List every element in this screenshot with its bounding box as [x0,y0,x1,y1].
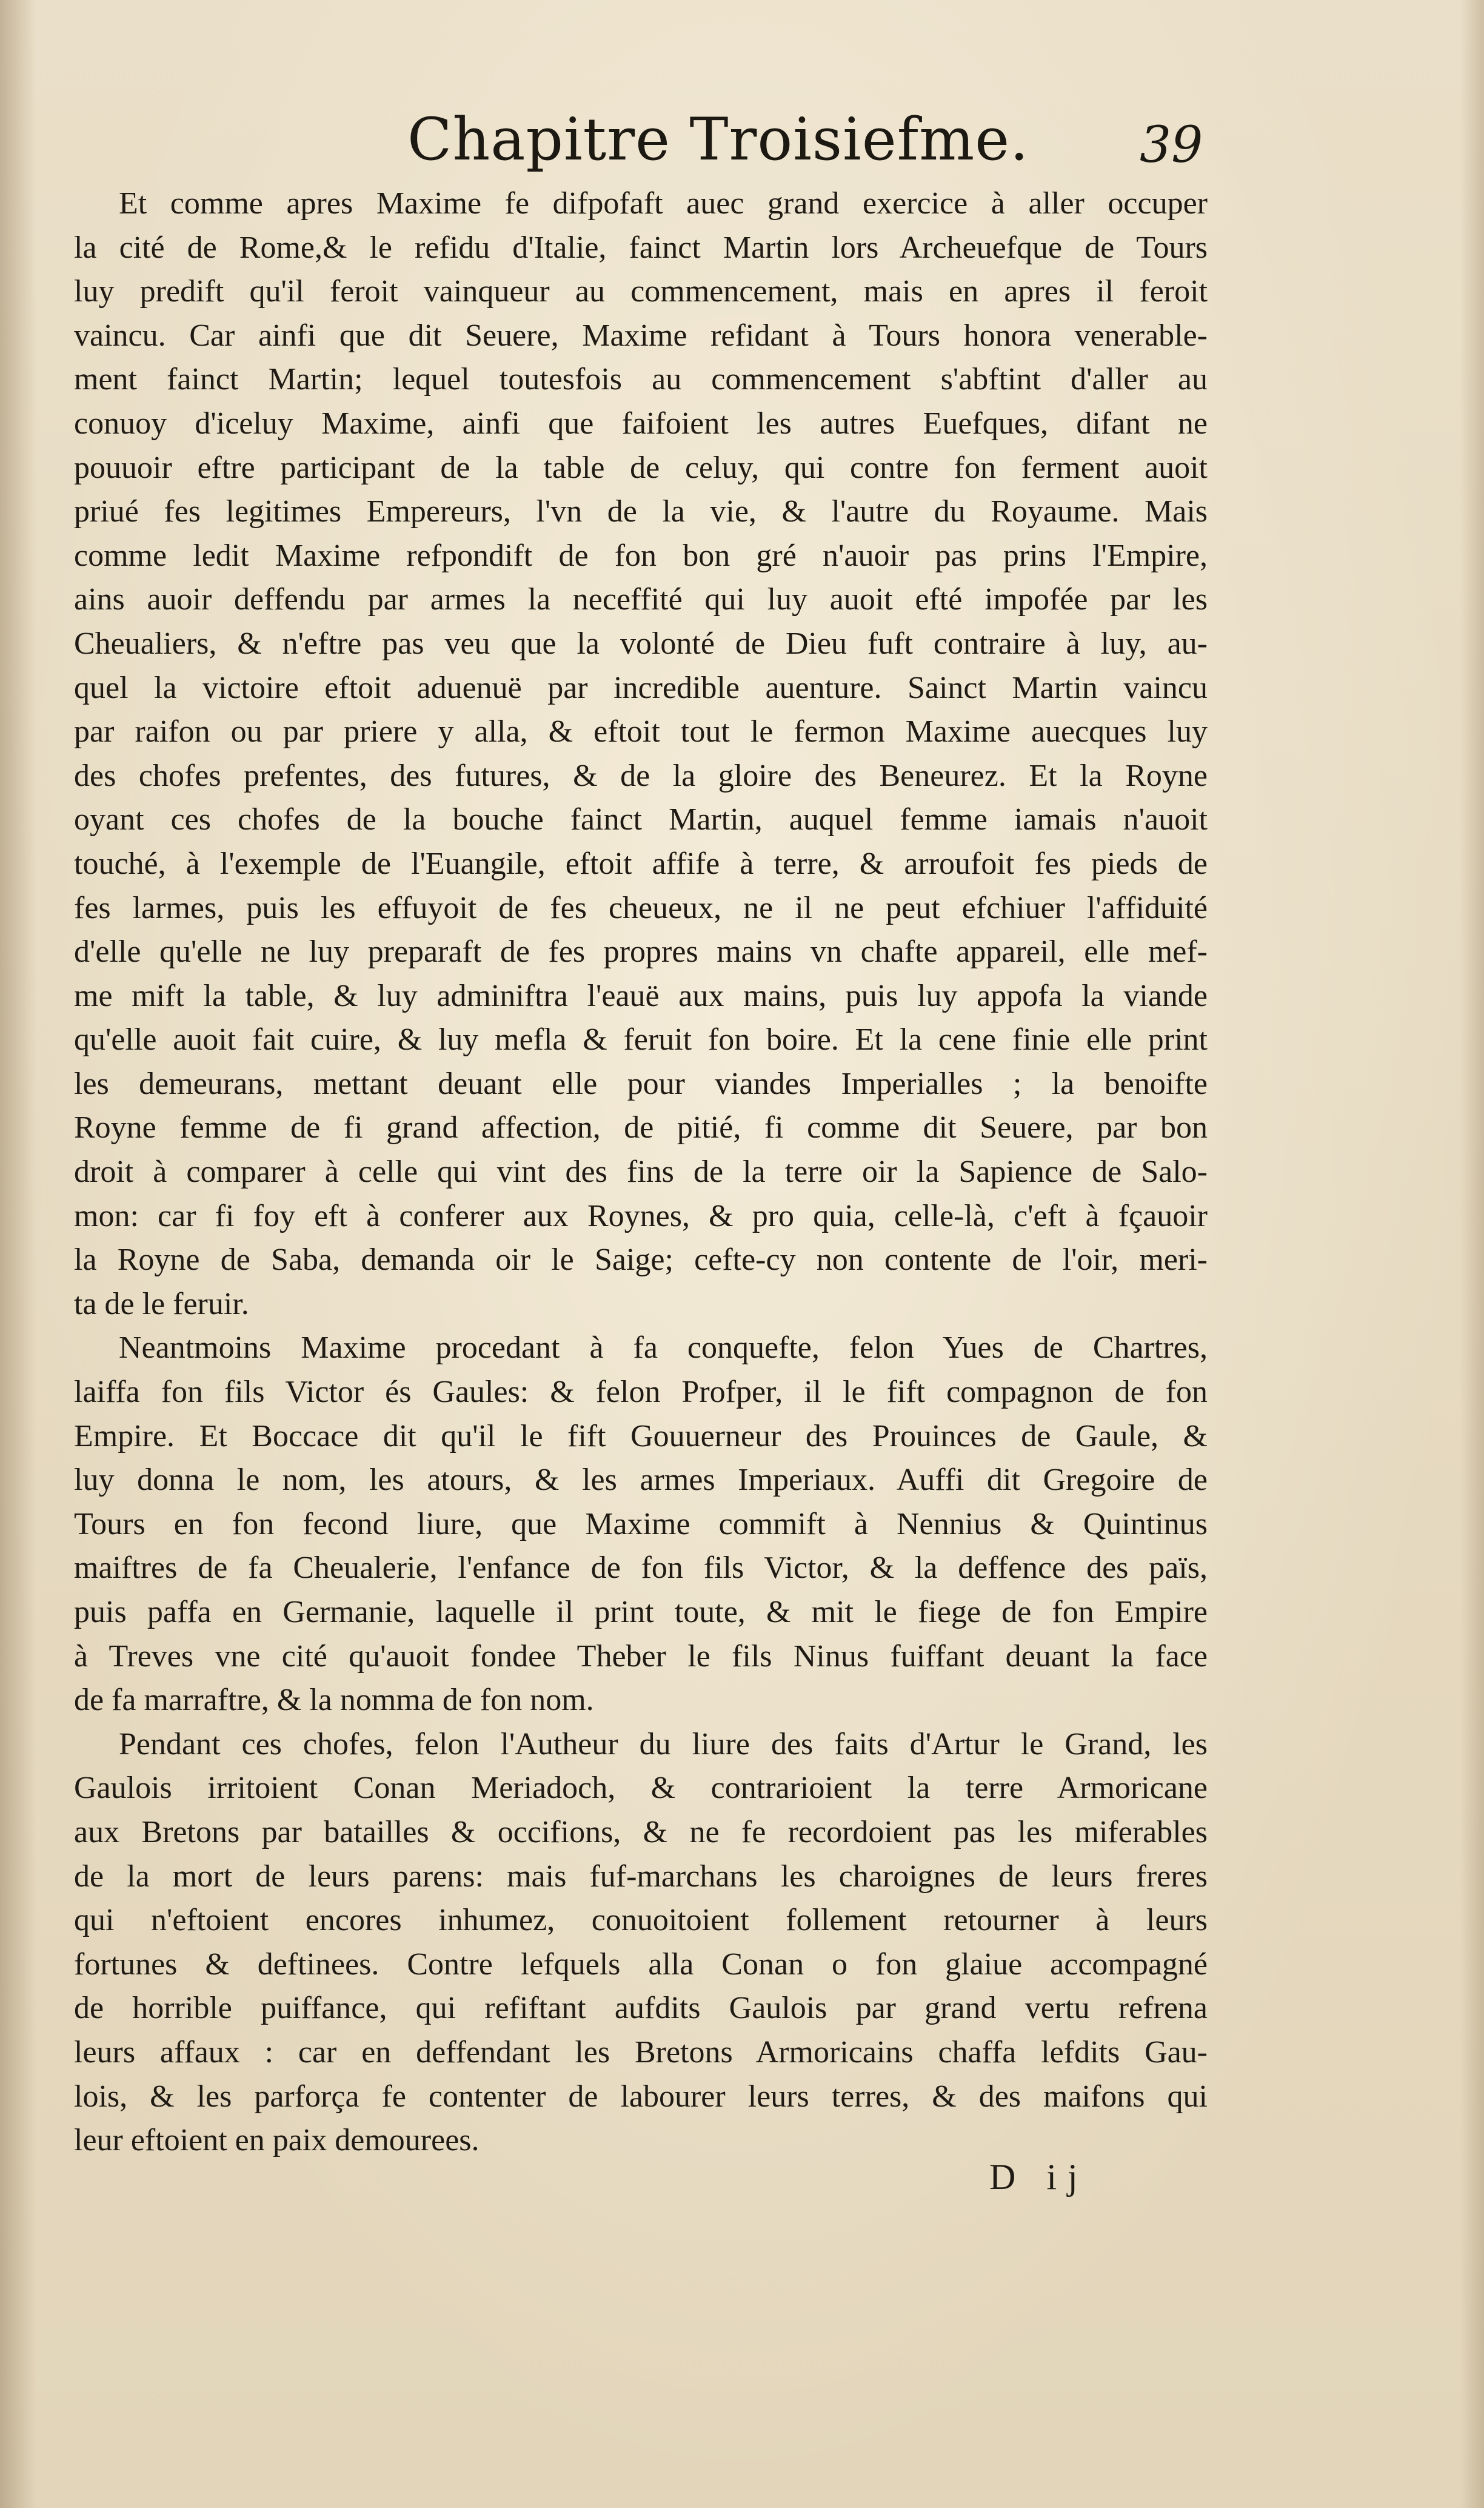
text-line: ta de le feruir. [74,1286,249,1321]
text-line: Neantmoins Maxime procedant à fa conquefte, felon Yues de Chartres, [119,1330,1208,1366]
text-line: lois, & les parforça fe contenter de labourer leurs terres, & des maifons qui [74,2079,1208,2114]
text-line: de fa marraftre, & la nomma de fon nom. [74,1683,594,1718]
text-line: mon: car fi foy eft à conferer aux Roynes, & pro quia, celle-là, c'eft à fçauoir [74,1198,1208,1233]
text-line: Empire. Et Boccace dit qu'il le fift Gouuerneur des Prouinces de Gaule, & [74,1418,1208,1454]
chapter-title: Chapitre Troisiefme. [407,106,1029,173]
signature-mark: D ij [989,2157,1089,2197]
paragraph-1 [74,182,1208,1326]
text-line: puis paffa en Germanie, laquelle il print toute, & mit le fiege de fon Empire [74,1595,1208,1629]
text-line: leur eftoient en paix demourees. [74,2123,480,2158]
body-text [74,182,1208,2163]
text-line: pouuoir eftre participant de la table de celuy, qui contre fon ferment auoit [74,450,1208,485]
text-line: Royne femme de fi grand affection, de pitié, fi comme dit Seuere, par bon [74,1110,1208,1145]
text-line: oyant ces chofes de la bouche fainct Martin, auquel femme iamais n'auoit [74,802,1208,837]
text-line: de la mort de leurs parens: mais fuf-marchans les charoignes de leurs freres [74,1859,1208,1894]
text-line: à Treves vne cité qu'auoit fondee Theber le fils Ninus fuiffant deuant la face [74,1638,1208,1674]
text-line: ment fainct Martin; lequel toutesfois au commencement s'abftint d'aller au [74,362,1208,397]
text-line: luy donna le nom, les atours, & les armes Imperiaux. Auffi dit Gregoire de [74,1463,1208,1498]
text-line: fortunes & deftinees. Contre lefquels alla Conan o fon glaiue accompagné [74,1946,1208,1982]
running-head [0,103,1484,182]
text-line: maiftres de fa Cheualerie, l'enfance de fon fils Victor, & la deffence des païs, [74,1551,1208,1586]
text-line: fes larmes, puis les effuyoit de fes cheueux, ne il ne peut efchiuer l'affiduité [74,890,1208,925]
text-line: me mift la table, & luy adminiftra l'eauë aux mains, puis luy appofa la viande [74,978,1208,1013]
text-line: touché, à l'exemple de l'Euangile, eftoit affife à terre, & arroufoit fes pieds de [74,846,1208,881]
text-line: la cité de Rome,& le refidu d'Italie, fainct Martin lors Archeuefque de Tours [74,230,1208,265]
text-line: qu'elle auoit fait cuire, & luy mefla & feruit fon boire. Et la cene finie elle print [74,1022,1208,1058]
text-line: comme ledit Maxime refpondift de fon bon gré n'auoir pas prins l'Empire, [74,538,1208,573]
page-edge-shadow-right [1460,0,1484,2508]
text-line: Gaulois irritoient Conan Meriadoch, & contrarioient la terre Armoricane [74,1771,1208,1806]
text-line: conuoy d'iceluy Maxime, ainfi que faifoient les autres Euefques, difant ne [74,406,1208,441]
text-line: d'elle qu'elle ne luy preparaft de fes propres mains vn chafte appareil, elle mef- [74,934,1208,970]
text-line: laiffa fon fils Victor és Gaules: & felon Profper, il le fift compagnon de fon [74,1375,1208,1410]
page-edge-shadow-left [0,0,36,2508]
text-line: Tours en fon fecond liure, que Maxime commift à Nennius & Quintinus [74,1506,1208,1541]
text-line: Cheualiers, & n'eftre pas veu que la volonté de Dieu fuft contraire à luy, au- [74,626,1208,661]
text-line: les demeurans, mettant deuant elle pour viandes Imperialles ; la benoifte [74,1066,1208,1101]
text-line: aux Bretons par batailles & occifions, & ne fe recordoient pas les miferables [74,1814,1208,1849]
paragraph-2 [74,1326,1208,1722]
text-line: des chofes prefentes, des futures, & de la gloire des Beneurez. Et la Royne [74,758,1208,793]
text-line: priué fes legitimes Empereurs, l'vn de la vie, & l'autre du Royaume. Mais [74,494,1208,529]
text-line: quel la victoire eftoit aduenuë par incredible auenture. Sainct Martin vaincu [74,670,1208,705]
text-line: de horrible puiffance, qui refiftant aufdits Gaulois par grand vertu refrena [74,1991,1208,2026]
text-line: par raifon ou par priere y alla, & eftoit tout le fermon Maxime auecques luy [74,714,1208,749]
text-line: vaincu. Car ainfi que dit Seuere, Maxime refidant à Tours honora venerable- [74,318,1208,353]
text-line: ains auoir deffendu par armes la neceffité qui luy auoit efté impofée par les [74,582,1208,617]
text-line: luy predift qu'il feroit vainqueur au commencement, mais en apres il feroit [74,274,1208,309]
text-line: Pendant ces chofes, felon l'Autheur du liure des faits d'Artur le Grand, les [119,1726,1208,1762]
text-line: droit à comparer à celle qui vint des fins de la terre oir la Sapience de Salo- [74,1155,1208,1190]
page-number: 39 [1140,116,1203,174]
text-line: leurs affaux : car en deffendant les Bretons Armoricains chaffa lefdits Gau- [74,2034,1208,2070]
text-line: Et comme apres Maxime fe difpofaft auec grand exercice à aller occuper [119,186,1208,221]
paragraph-3 [74,1723,1208,2163]
text-line: la Royne de Saba, demanda oir le Saige; cefte-cy non contente de l'oir, meri- [74,1242,1208,1278]
text-line: qui n'eftoient encores inhumez, conuoitoient follement retourner à leurs [74,1903,1208,1938]
